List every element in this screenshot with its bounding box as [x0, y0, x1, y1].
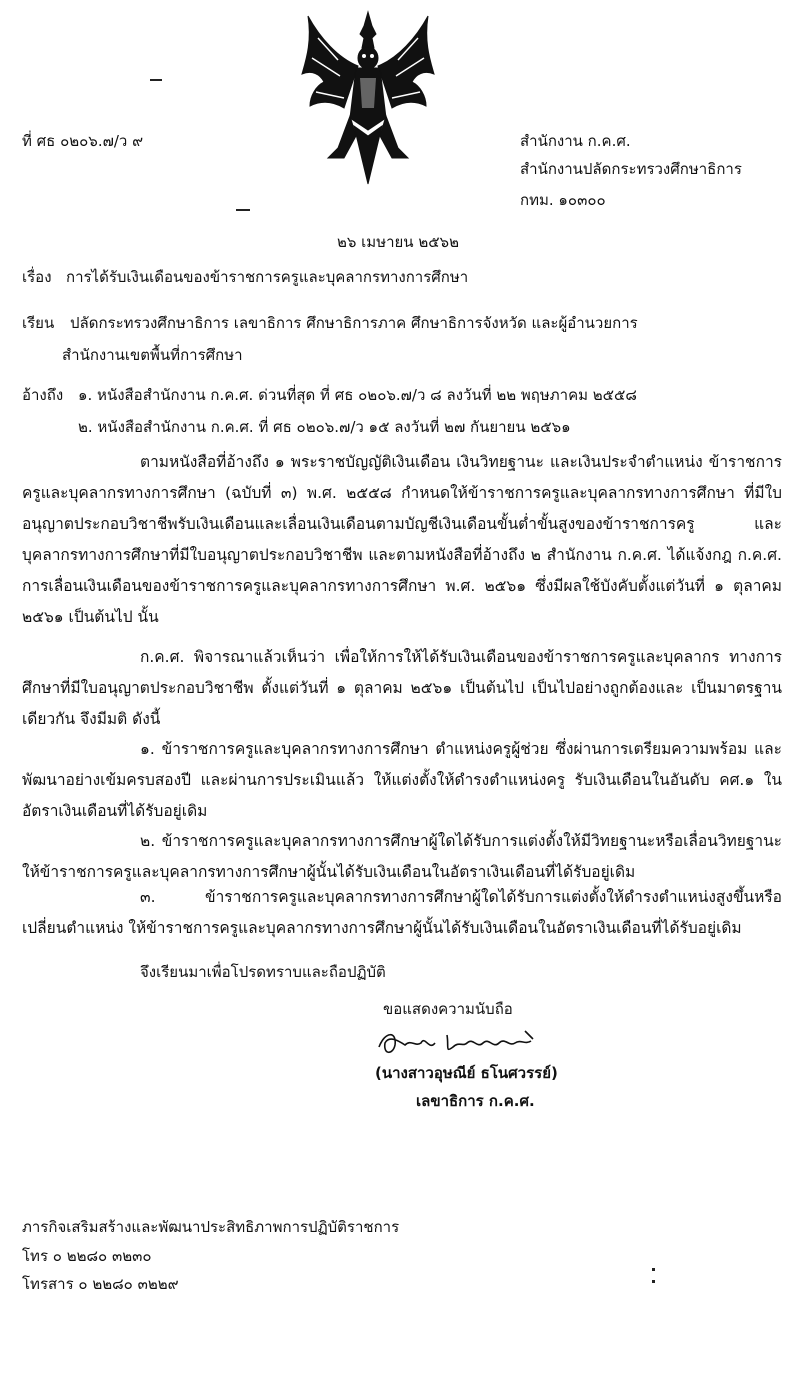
reference-label: อ้างถึง — [22, 386, 64, 404]
signatory-name: (นางสาวอุษณีย์ ธโนศวรรย์) — [375, 1064, 558, 1082]
garuda-emblem-icon — [298, 8, 438, 188]
recipient-line-2: สำนักงานเขตพื้นที่การศึกษา — [62, 346, 243, 364]
subject-text: การได้รับเงินเดือนของข้าราชการครูและบุคลากรทางการศึกษา — [66, 268, 469, 286]
document-date: ๒๖ เมษายน ๒๕๖๒ — [337, 233, 459, 251]
recipient-line-1: ปลัดกระทรวงศึกษาธิการ เลขาธิการ ศึกษาธิการภาค ศึกษาธิการจังหวัด และผู้อำนวยการ — [70, 314, 638, 332]
scan-mark — [652, 1280, 655, 1283]
resolution-item-1: ๑. ข้าราชการครูและบุคลากรทางการศึกษา ตำแหน่งครูผู้ช่วย ซึ่งผ่านการเตรียมความพร้อม และพัฒนาอย่างเข้มครบสองปี และผ่านการประเมินแล้ว ให้แต่งตั้งให้ดำรงตำแหน่งครู รับเงินเดือนในอันดับ คศ.๑ ในอัตราเงินเดือนที่ได้รับอยู่เดิม — [22, 740, 782, 820]
signatory-title: เลขาธิการ ก.ค.ศ. — [416, 1092, 535, 1110]
office-line-3: กทม. ๑๐๓๐๐ — [520, 191, 606, 209]
handwritten-signature — [375, 1025, 545, 1061]
contact-phone: โทร ๐ ๒๒๘๐ ๓๒๓๐ — [22, 1247, 152, 1265]
scan-mark — [150, 79, 162, 81]
subject-label: เรื่อง — [22, 268, 52, 286]
reference-item-2: ๒. หนังสือสำนักงาน ก.ค.ศ. ที่ ศธ ๐๒๐๖.๗/ว ๑๕ ลงวันที่ ๒๗ กันยายน ๒๕๖๑ — [78, 418, 571, 436]
scan-mark — [236, 209, 250, 211]
issuing-unit: ภารกิจเสริมสร้างและพัฒนาประสิทธิภาพการปฏิบัติราชการ — [22, 1218, 400, 1236]
regards-text: ขอแสดงความนับถือ — [383, 1000, 513, 1018]
office-line-1: สำนักงาน ก.ค.ศ. — [520, 132, 631, 150]
body-paragraph-2: ก.ค.ศ. พิจารณาแล้วเห็นว่า เพื่อให้การให้ได้รับเงินเดือนของข้าราชการครูและบุคลากร ทางการศึกษาที่มีใบอนุญาตประกอบวิชาชีพ ตั้งแต่วันที่ ๑ ตุลาคม ๒๕๖๑ เป็นต้นไป เป็นไปอย่างถูกต้องและ เป็นมาตรฐานเดียวกัน จึงมีมติ ดังนี้ — [22, 648, 782, 728]
office-line-2: สำนักงานปลัดกระทรวงศึกษาธิการ — [520, 160, 742, 178]
scan-mark — [652, 1268, 655, 1271]
reference-item-1: ๑. หนังสือสำนักงาน ก.ค.ศ. ด่วนที่สุด ที่ ศธ ๐๒๐๖.๗/ว ๘ ลงวันที่ ๒๒ พฤษภาคม ๒๕๕๘ — [78, 386, 637, 404]
resolution-item-3: ๓. ข้าราชการครูและบุคลากรทางการศึกษาผู้ใดได้รับการแต่งตั้งให้ดำรงตำแหน่งสูงขึ้นหรือ เปลี่ยนตำแหน่ง ให้ข้าราชการครูและบุคลากรทางการศึกษาผู้นั้นได้รับเงินเดือนในอัตราเงินเดือนที่ได้รับอยู่เดิม — [22, 888, 782, 937]
recipient-label: เรียน — [22, 314, 55, 332]
document-number: ที่ ศธ ๐๒๐๖.๗/ว ๙ — [22, 132, 144, 150]
contact-fax: โทรสาร ๐ ๒๒๘๐ ๓๒๒๙ — [22, 1275, 179, 1293]
resolution-item-2: ๒. ข้าราชการครูและบุคลากรทางการศึกษาผู้ใดได้รับการแต่งตั้งให้มีวิทยฐานะหรือเลื่อนวิทยฐานะ ให้ข้าราชการครูและบุคลากรทางการศึกษาผู้นั้นได้รับเงินเดือนในอัตราเงินเดือนที่ได้รับอยู่เดิม — [22, 832, 782, 881]
body-paragraph-1: ตามหนังสือที่อ้างถึง ๑ พระราชบัญญัติเงินเดือน เงินวิทยฐานะ และเงินประจำตำแหน่ง ข้าราชการครูและบุคลากรทางการศึกษา (ฉบับที่ ๓) พ.ศ. ๒๕๕๘ กำหนดให้ข้าราชการครูและบุคลากรทางการศึกษา ที่มีใบอนุญาตประกอบวิชาชีพรับเงินเดือนและเลื่อนเงินเดือนตามบัญชีเงินเดือนขั้นต่ำขั้นสูงของข้าราชการครู และบุคลากรทางการศึกษาที่มีใบอนุญาตประกอบวิชาชีพ และตามหนังสือที่อ้างถึง ๒ สำนักงาน ก.ค.ศ. ได้แจ้งกฎ ก.ค.ศ. การเลื่อนเงินเดือนของข้าราชการครูและบุคลากรทางการศึกษา พ.ศ. ๒๕๖๑ ซึ่งมีผลใช้บังคับตั้งแต่วันที่ ๑ ตุลาคม ๒๕๖๑ เป็นต้นไป นั้น — [22, 453, 782, 626]
closing-sentence: จึงเรียนมาเพื่อโปรดทราบและถือปฏิบัติ — [140, 963, 386, 981]
